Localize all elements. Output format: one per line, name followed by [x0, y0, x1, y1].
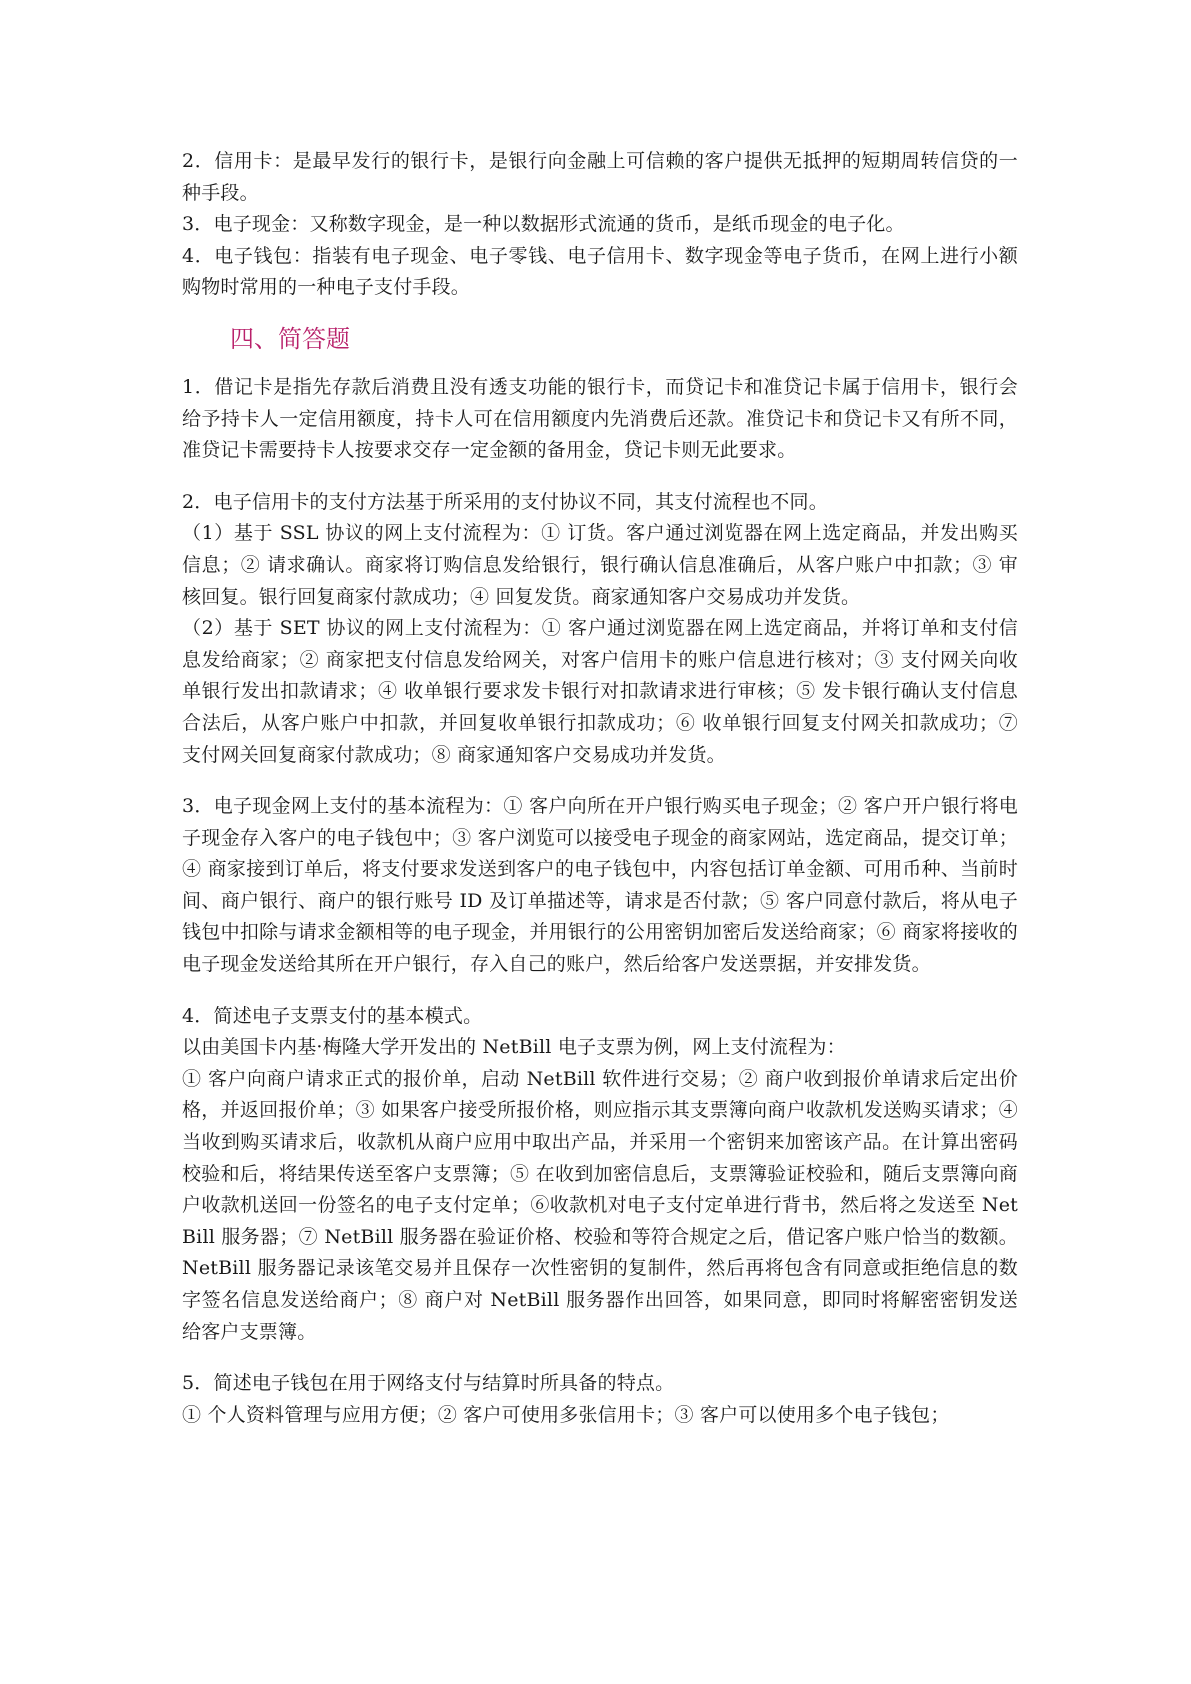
- answer-2-set: （2）基于 SET 协议的网上支付流程为：① 客户通过浏览器在网上选定商品，并将订单和支付信息发给商家；② 商家把支付信息发给网关，对客户信用卡的账户信息进行核对；③ 支付网关向收单银行发出扣款请求；④ 收单银行要求发卡银行对扣款请求进行审核；⑤ 发卡银行确认支付信息合法后，从客户账户中扣款，并回复收单银行扣款成功；⑥ 收单银行回复支付网关扣款成功；⑦ 支付网关回复商家付款成功；⑧ 商家通知客户交易成功并发货。: [182, 617, 1018, 766]
- document-page: [182, 146, 1018, 1431]
- answer-3: 3．电子现金网上支付的基本流程为：① 客户向所在开户银行购买电子现金；② 客户开户银行将电子现金存入客户的电子钱包中；③ 客户浏览可以接受电子现金的商家网站，选定商品，提交订单；④ 商家接到订单后，将支付要求发送到客户的电子钱包中，内容包括订单金额、可用币种、当前时间、商户银行、商户的银行账号 ID 及订单描述等，请求是否付款；⑤ 客户同意付款后，将从电子钱包中扣除与请求金额相等的电子现金，并用银行的公用密钥加密后发送给商家；⑥ 商家将接收的电子现金发送给其所在开户银行，存入自己的账户，然后给客户发送票据，并安排发货。: [182, 795, 1018, 976]
- definition-electronic-wallet: 4．电子钱包：指装有电子现金、电子零钱、电子信用卡、数字现金等电子货币，在网上进行小额购物时常用的一种电子支付手段。: [182, 244, 1018, 299]
- answer-4-body: ① 客户向商户请求正式的报价单，启动 NetBill 软件进行交易；② 商户收到报价单请求后定出价格，并返回报价单；③ 如果客户接受所报价格，则应指示其支票簿向商户收款机发送购买请求；④ 当收到购买请求后，收款机从商户应用中取出产品，并采用一个密钥来加密该产品。在计算出密码校验和后，将结果传送至客户支票簿；⑤ 在收到加密信息后，支票簿验证校验和，随后支票簿向商户收款机送回一份签名的电子支付定单；⑥收款机对电子支付定单进行背书，然后将之发送至 NetBill 服务器；⑦ NetBill 服务器在验证价格、校验和等符合规定之后，借记客户账户恰当的数额。NetBill 服务器记录该笔交易并且保存一次性密钥的复制件，然后再将包含有同意或拒绝信息的数字签名信息发送给商户；⑧ 商户对 NetBill 服务器作出回答，如果同意，即同时将解密密钥发送给客户支票簿。: [182, 1067, 1018, 1343]
- answer-2-ssl: （1）基于 SSL 协议的网上支付流程为：① 订货。客户通过浏览器在网上选定商品，并发出购买信息；② 请求确认。商家将订购信息发给银行，银行确认信息准确后，从客户账户中扣款；③ 审核回复。银行回复商家付款成功；④ 回复发货。商家通知客户交易成功并发货。: [182, 522, 1018, 608]
- answer-1: 1．借记卡是指先存款后消费且没有透支功能的银行卡，而贷记卡和准贷记卡属于信用卡，银行会给予持卡人一定信用额度，持卡人可在信用额度内先消费后还款。准贷记卡和贷记卡又有所不同，准贷记卡需要持卡人按要求交存一定金额的备用金，贷记卡则无此要求。: [182, 375, 1018, 462]
- answer-2-intro: 2．电子信用卡的支付方法基于所采用的支付协议不同，其支付流程也不同。: [182, 490, 828, 513]
- answer-4-title: 4．简述电子支票支付的基本模式。: [182, 1004, 483, 1027]
- section-heading: 四、简答题: [230, 324, 350, 353]
- definition-electronic-cash: 3．电子现金：又称数字现金，是一种以数据形式流通的货币，是纸币现金的电子化。: [182, 213, 905, 236]
- answer-5-title: 5．简述电子钱包在用于网络支付与结算时所具备的特点。: [182, 1372, 675, 1395]
- answer-5-body: ① 个人资料管理与应用方便；② 客户可使用多张信用卡；③ 客户可以使用多个电子钱包；: [182, 1403, 950, 1426]
- answer-4-intro: 以由美国卡内基·梅隆大学开发出的 NetBill 电子支票为例，网上支付流程为：: [182, 1036, 846, 1059]
- definition-credit-card: 2．信用卡：是最早发行的银行卡，是银行向金融上可信赖的客户提供无抵押的短期周转信贷的一种手段。: [182, 150, 1018, 204]
